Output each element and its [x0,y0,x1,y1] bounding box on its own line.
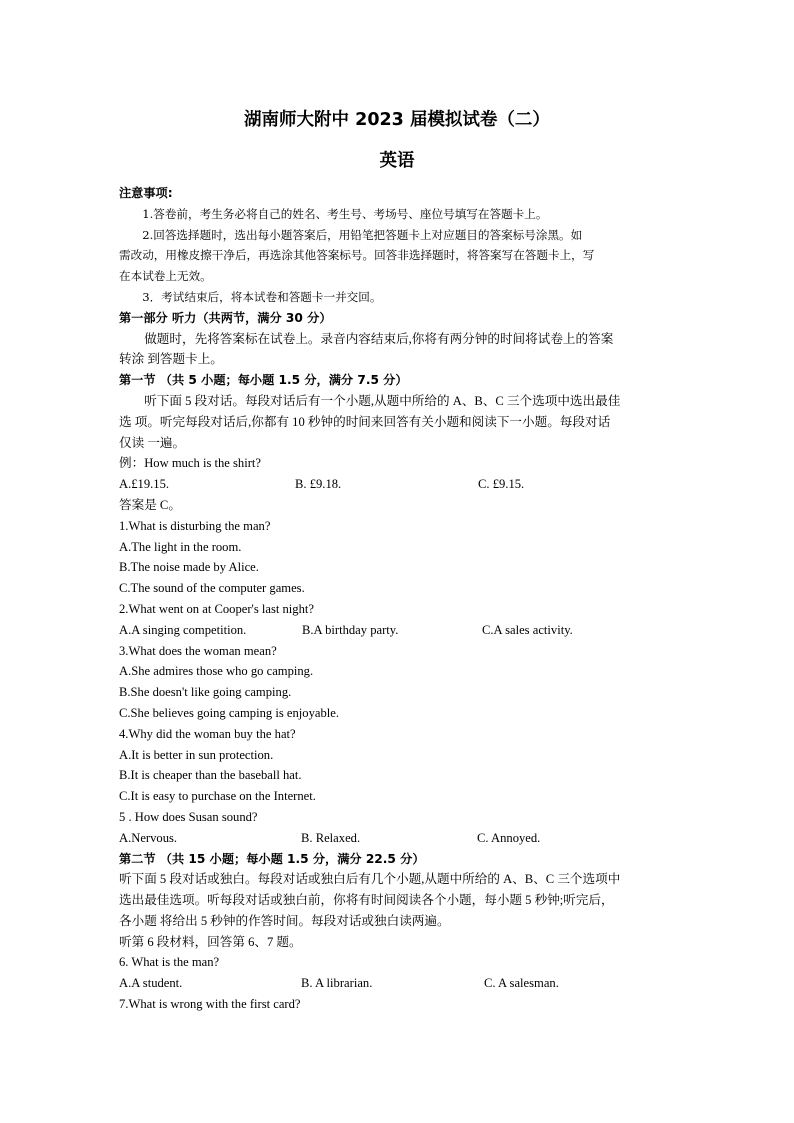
section1-intro-3: 仅读 一遍。 [119,435,186,450]
q6-text: 6. What is the man? [119,955,220,970]
section2-heading: 第二节 （共 15 小题；每小题 1.5 分，满分 22.5 分） [119,851,425,866]
example-option-b: B. £9.18. [295,477,342,492]
q2-option-a: A.A singing competition. [119,622,247,637]
q5-option-a: A.Nervous. [119,830,178,845]
notice-heading: 注意事项: [119,186,173,200]
example-question: 例：How much is the shirt? [119,456,262,471]
q2-option-b: B.A birthday party. [302,622,399,637]
q6-option-b: B. A librarian. [301,976,373,991]
q6-options [119,973,676,994]
q3-option-a: A.She admires those who go camping. [119,664,314,679]
part1-intro-1: 做题时，先将答案标在试卷上。录音内容结束后,你将有两分钟的时间将试卷上的答案 [144,331,614,346]
q2-option-c: C.A sales activity. [482,622,573,637]
part1-intro-2: 转涂 到答题卡上。 [119,352,223,367]
subject-title: 英语 [379,151,415,171]
q1-option-b: B.The noise made by Alice. [119,560,259,575]
exam-content [119,183,676,1015]
q5-option-b: B. Relaxed. [301,830,361,845]
q2-options [119,620,676,641]
example-option-c: C. £9.15. [478,477,525,492]
q1-text: 1.What is disturbing the man? [119,518,271,533]
section2-intro-2: 选出最佳选项。听每段对话或独白前，你将有时间阅读各个小题，每小题 5 秒钟;听完后， [119,893,614,908]
q6-option-c: C. A salesman. [484,976,559,991]
section1-heading: 第一节 （共 5 小题；每小题 1.5 分，满分 7.5 分） [119,373,408,388]
notice-item-2-cont: 需改动，用橡皮擦干净后，再选涂其他答案标号。回答非选择题时，将答案写在答题卡上，写 [119,248,595,263]
example-answer: 答案是 C。 [119,497,181,512]
q7-text: 7.What is wrong with the first card? [119,997,301,1012]
q3-option-c: C.She believes going camping is enjoyable. [119,705,339,720]
q4-option-a: A.It is better in sun protection. [119,747,274,762]
notice-item-2-end: 在本试卷上无效。 [119,269,212,284]
section1-intro-1: 听下面 5 段对话。每段对话后有一个小题,从题中所给的 A、B、C 三个选项中选出最佳 [144,393,621,408]
q6-option-a: A.A student. [119,976,183,991]
example-options [119,474,676,495]
q5-text: 5 . How does Susan sound? [119,809,258,824]
q3-text: 3.What does the woman mean? [119,643,277,658]
q3-option-b: B.She doesn't like going camping. [119,685,292,700]
q4-text: 4.Why did the woman buy the hat? [119,726,296,741]
section2-intro-1: 听下面 5 段对话或独白。每段对话或独白后有几个小题,从题中所给的 A、B、C 三个选项中 [119,872,621,887]
q4-option-b: B.It is cheaper than the baseball hat. [119,768,302,783]
notice-item-2: 2.回答选择题时，选出每小题答案后，用铅笔把答题卡上对应题目的答案标号涂黑。如 [142,227,583,242]
section2-intro-3: 各小题 将给出 5 秒钟的作答时间。每段对话或独白读两遍。 [119,913,450,928]
material-6-label: 听第 6 段材料，回答第 6、7 题。 [119,934,302,949]
q4-option-c: C.It is easy to purchase on the Internet. [119,789,316,804]
notice-item-1: 1.答卷前，考生务必将自己的姓名、考生号、考场号、座位号填写在答题卡上。 [142,206,548,221]
exam-title: 湖南师大附中 2023 届模拟试卷（二） [244,110,550,130]
part1-heading: 第一部分 听力（共两节，满分 30 分） [119,310,332,325]
notice-item-3: 3．考试结束后，将本试卷和答题卡一并交回。 [142,289,382,304]
q5-options [119,828,676,849]
q2-text: 2.What went on at Cooper's last night? [119,601,314,616]
q5-option-c: C. Annoyed. [477,830,541,845]
q1-option-a: A.The light in the room. [119,539,242,554]
example-option-a: A.£19.15. [119,477,170,492]
q1-option-c: C.The sound of the computer games. [119,581,305,596]
section1-intro-2: 选 项。听完每段对话后,你都有 10 秒钟的时间来回答有关小题和阅读下一小题。每段对话 [119,414,611,429]
